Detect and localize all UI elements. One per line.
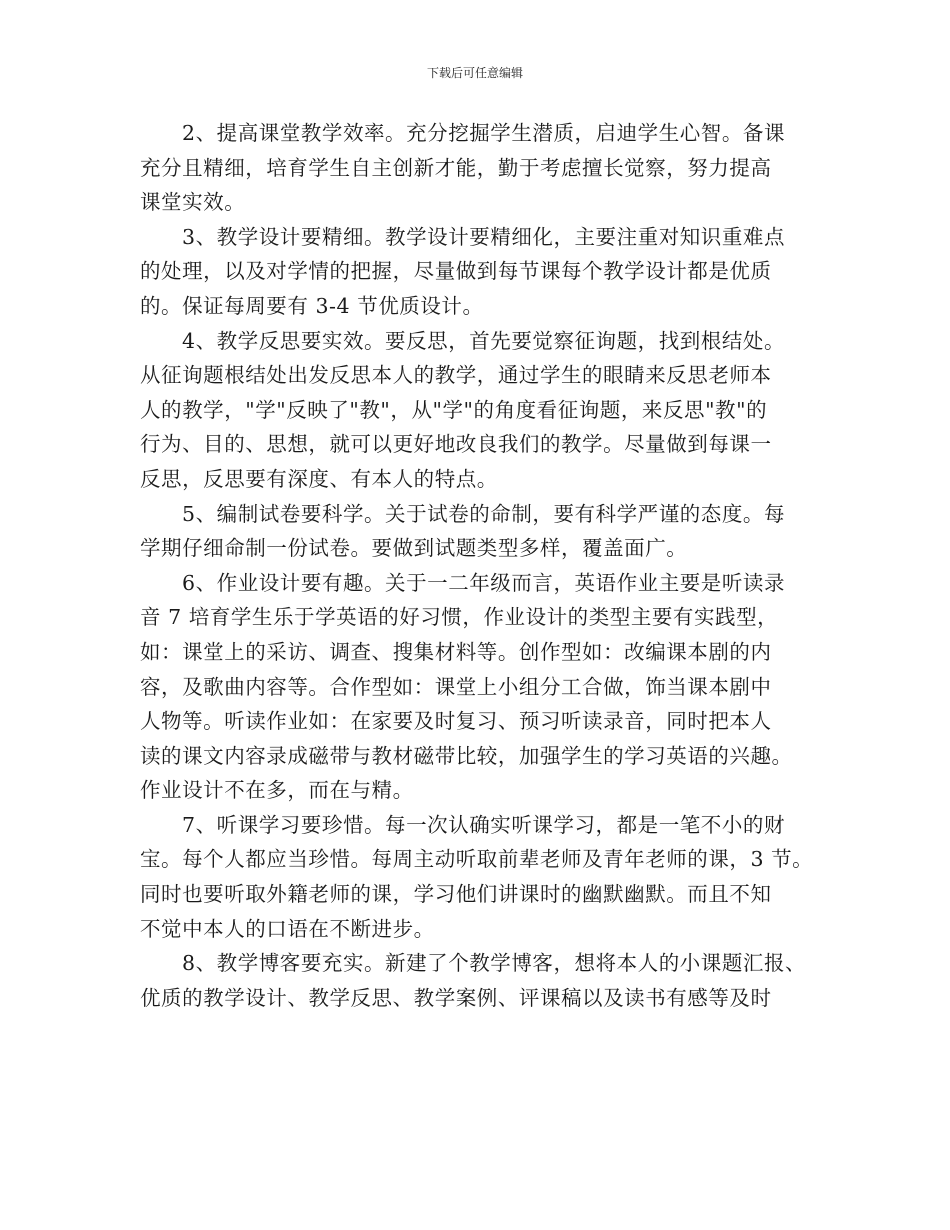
text-line: 容，及歌曲内容等。合作型如：课堂上小组分工合做，饰当课本剧中 [140, 674, 772, 699]
text-line: 优质的教学设计、教学反思、教学案例、评课稿以及读书有感等及时 [140, 985, 772, 1010]
text-line: 同时也要听取外籍老师的课，学习他们讲课时的幽默幽默。而且不知 [140, 882, 772, 907]
text-line: 从征询题根结处出发反思本人的教学，通过学生的眼睛来反思老师本 [140, 363, 772, 388]
text-line: 4、教学反思要实效。要反思，首先要觉察征询题，找到根结处。 [182, 328, 785, 353]
text-line: 读的课文内容录成磁带与教材磁带比较，加强学生的学习英语的兴趣。 [140, 743, 793, 768]
text-line: 2、提高课堂教学效率。充分挖掘学生潜质，启迪学生心智。备课 [182, 121, 785, 145]
paragraph-4 [140, 324, 830, 497]
text-line: 不觉中本人的口语在不断进步。 [140, 916, 435, 941]
text-line: 8、教学博客要充实。新建了个教学博客，想将本人的小课题汇报、 [182, 951, 807, 976]
text-line: 音 7 培育学生乐于学英语的好习惯，作业设计的类型主要有实践型， [140, 605, 779, 630]
text-line: 作业设计不在多，而在与精。 [140, 778, 414, 803]
paragraph-5 [140, 497, 830, 566]
paragraph-8 [140, 946, 830, 1015]
page-header: 下载后可任意编辑 [426, 66, 523, 80]
text-line: 7、听课学习要珍惜。每一次认确实听课学习，都是一笔不小的财 [182, 812, 785, 837]
text-line: 人物等。听读作业如：在家要及时复习、预习听读录音，同时把本人 [140, 709, 772, 734]
text-line: 3、教学设计要精细。教学设计要精细化，主要注重对知识重难点 [182, 224, 785, 249]
text-line: 行为、目的、思想，就可以更好地改良我们的教学。尽量做到每课一 [140, 432, 772, 457]
text-line: 反思，反思要有深度、有本人的特点。 [140, 466, 498, 491]
text-line: 学期仔细命制一份试卷。要做到试题类型多样，覆盖面广。 [140, 536, 688, 561]
text-line: 宝。每个人都应当珍惜。每周主动听取前辈老师及青年老师的课，3 节。 [140, 847, 814, 872]
document-body [140, 116, 830, 1015]
text-line: 6、作业设计要有趣。关于一二年级而言，英语作业主要是听读录 [182, 570, 785, 595]
text-line: 充分且精细，培育学生自主创新才能，勤于考虑擅长觉察，努力提高 [140, 155, 772, 180]
text-line: 如：课堂上的采访、调查、搜集材料等。创作型如：改编课本剧的内 [140, 639, 772, 664]
text-line: 人的教学，"学"反映了"教"，从"学"的角度看征询题，来反思"教"的 [140, 397, 768, 422]
paragraph-6 [140, 566, 830, 808]
paragraph-7 [140, 808, 830, 946]
text-line: 的处理，以及对学情的把握，尽量做到每节课每个教学设计都是优质 [140, 259, 772, 284]
paragraph-3 [140, 220, 830, 324]
text-line: 的。保证每周要有 3-4 节优质设计。 [140, 293, 484, 318]
text-line: 课堂实效。 [140, 190, 246, 215]
paragraph-2 [140, 116, 830, 220]
text-line: 5、编制试卷要科学。关于试卷的命制，要有科学严谨的态度。每 [182, 501, 785, 526]
